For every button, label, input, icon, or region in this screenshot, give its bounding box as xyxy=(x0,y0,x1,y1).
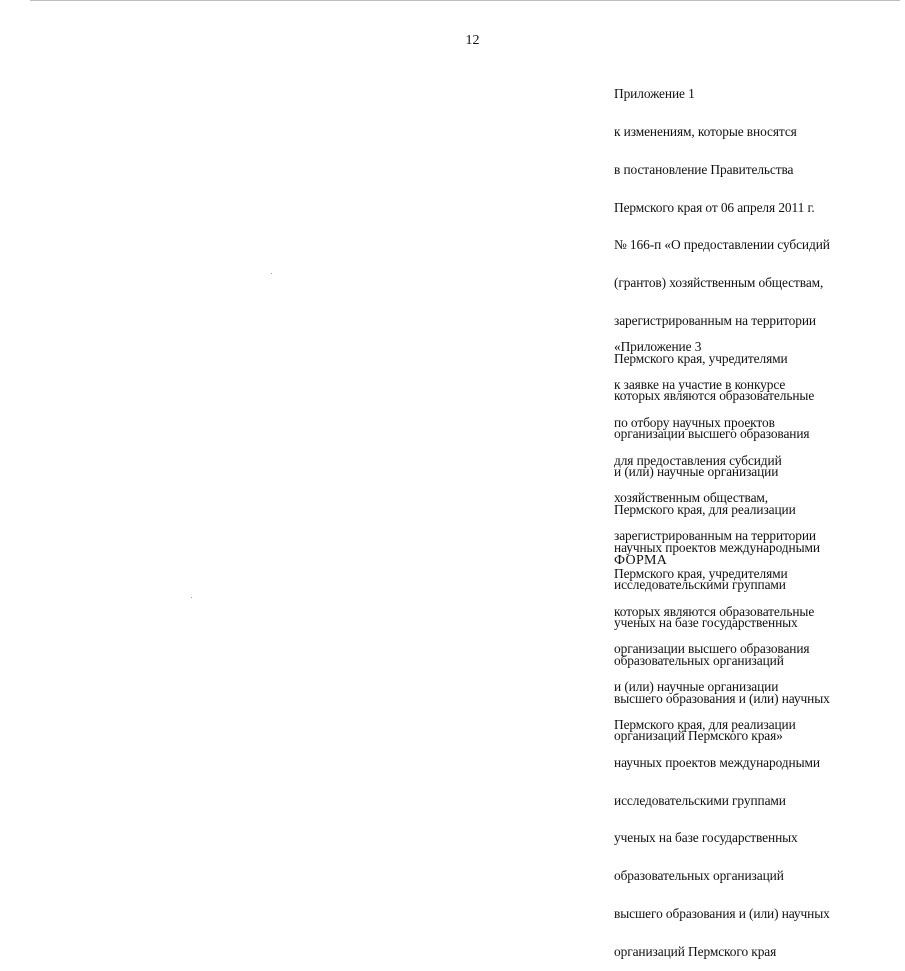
text-line: организаций Пермского края xyxy=(614,943,777,959)
text-line: Пермского края, для реализации xyxy=(614,501,796,517)
text-line: высшего образования и (или) научных xyxy=(614,690,830,706)
text-line: образовательных организаций xyxy=(614,652,784,668)
text-line: к изменениям, которые вносятся xyxy=(614,123,797,139)
text-line: организации высшего образования xyxy=(614,641,810,657)
scan-top-edge xyxy=(30,0,900,1)
text-line: к заявке на участие в конкурсе xyxy=(614,376,786,392)
text-line: Пермского края от 06 апреля 2011 г. xyxy=(614,199,815,215)
text-line: Пермского края, для реализации xyxy=(614,717,796,732)
text-line: высшего образования и (или) научных xyxy=(614,905,830,921)
scan-speck xyxy=(191,597,192,598)
text-line: ученых на базе государственных xyxy=(614,830,798,846)
text-line: и (или) научные организации xyxy=(614,679,779,695)
text-line: по отбору научных проектов xyxy=(614,414,775,430)
text-line: ученых на базе государственных xyxy=(614,615,798,631)
text-line: организации высшего образования xyxy=(614,426,810,442)
text-line: «Приложение 3 xyxy=(614,339,702,355)
scan-speck xyxy=(271,273,272,274)
text-line: № 166-п «О предоставлении субсидий xyxy=(614,237,830,253)
form-label: ФОРМА xyxy=(614,553,668,568)
text-line: зарегистрированным на территории xyxy=(614,312,816,328)
text-line: научных проектов международными xyxy=(614,754,820,770)
text-line: научных проектов международными xyxy=(614,539,820,555)
text-line: зарегистрированным на территории xyxy=(614,528,816,544)
text-line: Пермского края, учредителями xyxy=(614,565,788,581)
text-line: Приложение 1 xyxy=(614,86,695,102)
text-line: и (или) научные организации xyxy=(614,464,779,479)
text-line: (грантов) хозяйственным обществам, xyxy=(614,275,824,291)
text-line: в постановление Правительства xyxy=(614,161,794,177)
text-line: исследовательскими группами xyxy=(614,577,786,593)
text-line: образовательных организаций xyxy=(614,868,784,884)
text-line: для предоставления субсидий xyxy=(614,452,782,468)
text-line: исследовательскими группами xyxy=(614,792,786,808)
text-line: которых являются образовательные xyxy=(614,603,815,619)
text-line: которых являются образовательные xyxy=(614,388,815,404)
text-line: Пермского края, учредителями xyxy=(614,350,788,366)
appendix-3-heading xyxy=(614,312,830,971)
text-line: хозяйственным обществам, xyxy=(614,490,769,506)
text-line: организаций Пермского края» xyxy=(614,728,783,744)
page-number: 12 xyxy=(465,33,480,48)
